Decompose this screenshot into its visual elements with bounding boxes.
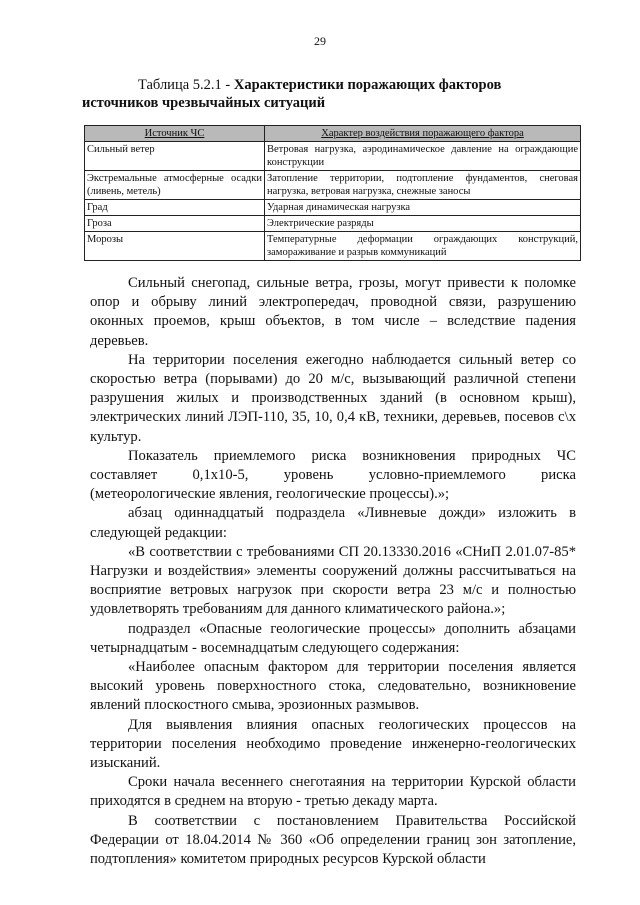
- table-row: [85, 200, 581, 216]
- paragraph: Сроки начала весеннего снеготаяния на территории Курской области приходятся в среднем на вторую - третью декаду марта.: [90, 774, 576, 810]
- header-source: Источник ЧС: [85, 126, 265, 142]
- table-row: [85, 171, 581, 200]
- cell-impact: Электрические разряды: [265, 216, 581, 232]
- table-row: [85, 232, 581, 261]
- cell-source: Гроза: [85, 216, 265, 232]
- table-row: [85, 216, 581, 232]
- paragraph: подраздел «Опасные геологические процессы» дополнить абзацами четырнадцатым - восемнадцатым следующего содержания:: [90, 620, 576, 656]
- paragraph: На территории поселения ежегодно наблюдается сильный ветер со скоростью ветра (порывами) до 20 м/с, вызывающий различной степени разрушения жилых и производственных зданий (в основном крыш), электрических линий ЛЭП-110, 35, 10, 0,4 кВ, техники, деревьев, посевов с\х культур.: [90, 351, 576, 445]
- caption-title-line1: Характеристики поражающих факторов: [233, 77, 502, 93]
- paragraph: абзац одиннадцатый подраздела «Ливневые дожди» изложить в следующей редакции:: [90, 505, 576, 541]
- paragraph: «Наиболее опасным фактором для территории поселения является высокий уровень поверхностного стока, следовательно, возникновение явлений плоскостного смыва, эрозионных размывов.: [90, 659, 576, 714]
- header-impact: Характер воздействия поражающего фактора: [265, 126, 581, 142]
- paragraph: Показатель приемлемого риска возникновения природных ЧС составляет 0,1x10-5, уровень условно-приемлемого риска (метеорологические явления, геологические процессы).»;: [90, 447, 576, 503]
- cell-source: Град: [85, 200, 265, 216]
- paragraph: В соответствии с постановлением Правительства Российской Федерации от 18.04.2014 № 360 «Об определении границ зон затопление, подтопления» комитетом природных ресурсов Курской области: [90, 812, 576, 868]
- caption-prefix: Таблица 5.2.1 -: [138, 77, 234, 93]
- cell-source: Экстремальные атмосферные осадки (ливень, метель): [85, 171, 265, 200]
- cell-impact: Ветровая нагрузка, аэродинамическое давление на ограждающие конструкции: [265, 142, 581, 171]
- paragraph: Для выявления влияния опасных геологических процессов на территории поселения необходимо проведение инженерно-геологических изысканий.: [90, 716, 576, 772]
- paragraph: «В соответствии с требованиями СП 20.13330.2016 «СНиП 2.01.07-85* Нагрузки и воздействия» элементы сооружений должны рассчитываться на восприятие ветровых нагрузок при скорости ветра 23 м/с и полностью удовлетворять требованиям для данного климатического района.»;: [90, 543, 576, 618]
- body-text: [90, 274, 576, 869]
- caption-title-line2: источников чрезвычайных ситуаций: [82, 95, 326, 111]
- cell-impact: Температурные деформации ограждающих конструкций, замораживание и разрыв коммуникаций: [265, 232, 581, 261]
- table-header-row: [85, 126, 581, 142]
- cell-source: Сильный ветер: [85, 142, 265, 171]
- table-row: [85, 142, 581, 171]
- page-number: 29: [314, 34, 326, 48]
- cell-source: Морозы: [85, 232, 265, 261]
- cell-impact: Затопление территории, подтопление фундаментов, снеговая нагрузка, ветровая нагрузка, снежные заносы: [265, 171, 581, 200]
- paragraph: Сильный снегопад, сильные ветра, грозы, могут привести к поломке опор и обрыву линий электропередач, проводной связи, разрушению оконных проемов, крыш объектов, в том числе – вследствие падения деревьев.: [90, 275, 576, 349]
- hazard-factors-table: [84, 125, 581, 261]
- cell-impact: Ударная динамическая нагрузка: [265, 200, 581, 216]
- table-caption: [82, 76, 562, 112]
